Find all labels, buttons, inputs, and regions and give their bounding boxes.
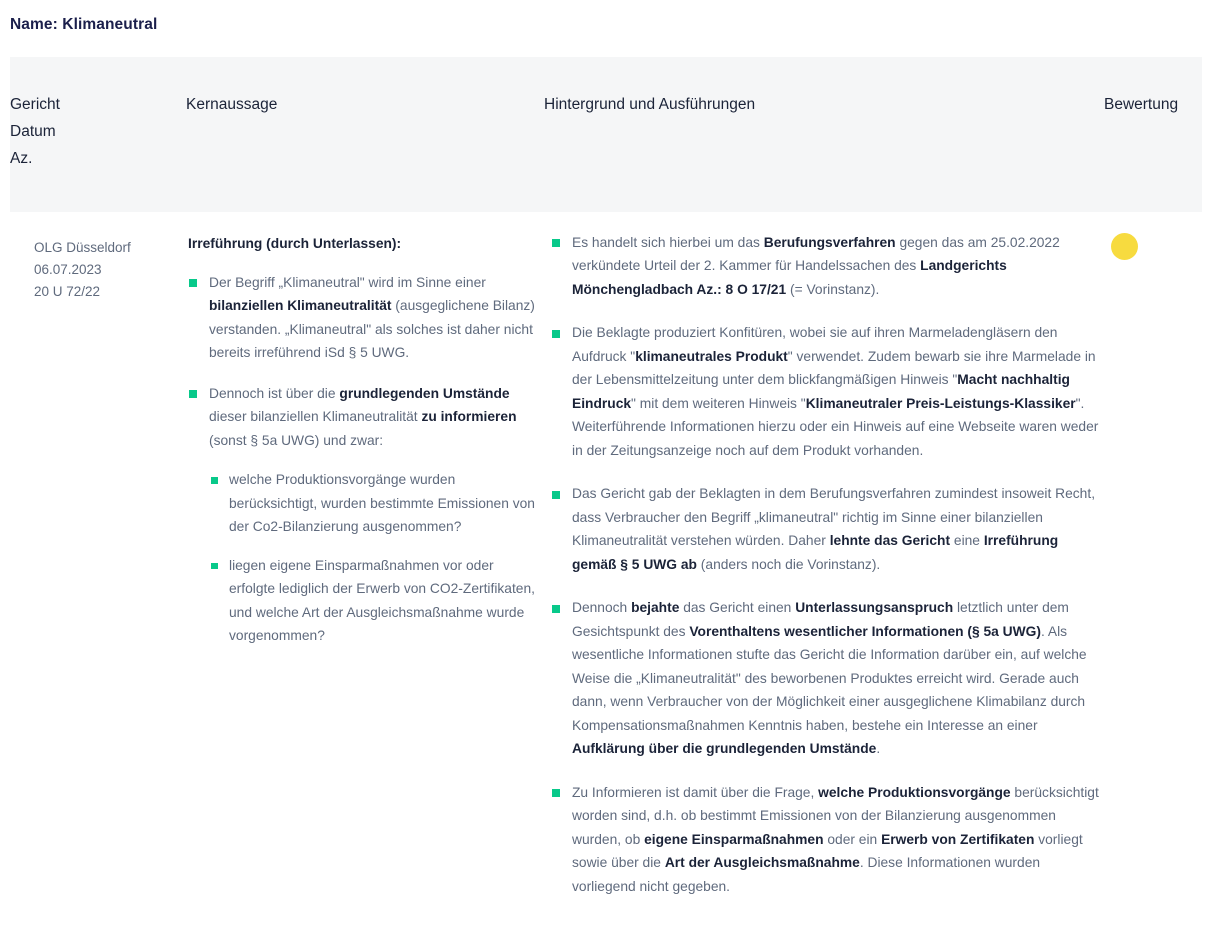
- cell-gericht: [10, 212, 186, 925]
- cell-hintergrund: [544, 212, 1104, 925]
- table-body: [10, 212, 1202, 925]
- emphasis-text: bilanziellen Klimaneutralität: [209, 298, 392, 314]
- emphasis-text: Erwerb von Zertifikaten: [881, 831, 1035, 847]
- yellow-circle-icon: [1111, 233, 1138, 260]
- cell-bewertung: [1104, 212, 1202, 925]
- body-text: berücksichtigt worden sind, d.h. ob bestimmt Emissionen von der Bilanzierung ausgenommen wurden, ob: [572, 784, 1099, 847]
- body-text: vorliegt sowie über die: [572, 831, 1083, 871]
- body-text: oder ein: [823, 831, 882, 847]
- body-text: das Gericht einen: [679, 600, 796, 616]
- column-header-bewertung: [1104, 57, 1202, 212]
- hintergrund-bullet-list: [550, 231, 1103, 899]
- body-text: Dennoch ist über die: [209, 385, 340, 401]
- list-item: [188, 382, 543, 648]
- column-header-bewertung-label: Bewertung: [1104, 95, 1179, 113]
- court-date: 06.07.2023: [34, 261, 102, 277]
- column-header-gericht-line-1: Gericht: [10, 95, 60, 113]
- body-text: liegen eigene Einsparmaßnahmen vor oder erfolgte lediglich der Erwerb von CO2-Zertifikaten, und welche Art der Ausgleichsmaßnahme wurde vorgenommen?: [229, 557, 535, 644]
- list-item: [550, 781, 1103, 899]
- sub-list-item: [209, 468, 543, 539]
- body-text: Dennoch: [572, 600, 632, 616]
- body-text: . Diese Informationen wurden vorliegend nicht gegeben.: [572, 855, 1041, 894]
- sub-bullet-list: [209, 468, 543, 648]
- emphasis-text: bejahte: [631, 600, 680, 616]
- list-item: [188, 271, 543, 365]
- emphasis-text: zu informieren: [421, 409, 517, 425]
- list-item: [550, 231, 1103, 302]
- emphasis-text: Art der Ausgleichsmaßnahme: [664, 855, 860, 871]
- body-text: eine: [950, 533, 984, 549]
- emphasis-text: Macht nachhaltig Eindruck: [572, 372, 1070, 411]
- body-text: .: [876, 741, 881, 757]
- kernaussage-heading: Irreführung (durch Unterlassen):: [188, 235, 402, 251]
- emphasis-text: Klimaneutraler Preis-Leistungs-Klassiker: [805, 395, 1076, 411]
- body-text: Die Beklagte produziert Konfitüren, wobei sie auf ihren Marmeladengläsern den Aufdruck ": [572, 325, 1058, 364]
- column-header-hintergrund-label: Hintergrund und Ausführungen: [544, 95, 756, 113]
- body-text: Zu Informieren ist damit über die Frage,: [572, 784, 819, 800]
- emphasis-text: Irreführung gemäß § 5 UWG ab: [572, 533, 1059, 572]
- emphasis-text: Vorenthaltens wesentlicher Informationen (§ 5a UWG): [689, 623, 1041, 639]
- court-name: OLG Düsseldorf: [34, 239, 131, 255]
- column-header-gericht: [10, 57, 186, 212]
- body-text: . Als wesentliche Informationen stufte das Gericht die Information darüber ein, auf welche Weise die „Klimaneutralität" des beworbenen Produktes erreicht wird. Gerade auch dann, wenn Verbraucher von der Möglichkeit einer ausgeglichene Klimabilanz durch Kompensationsmaßnahmen Kenntnis haben, bestehe ein Interesse an einer: [572, 623, 1087, 733]
- emphasis-text: Berufungsverfahren: [763, 234, 896, 250]
- column-header-gericht-line-3: Az.: [10, 149, 33, 167]
- sub-list-item: [209, 554, 543, 648]
- body-text: " verwendet. Zudem bewarb sie ihre Marmelade in der Lebensmittelzeitung unter dem blickfangmäßigen Hinweis ": [572, 348, 1096, 388]
- emphasis-text: welche Produktionsvorgänge: [818, 784, 1011, 800]
- column-header-gericht-line-2: Datum: [10, 122, 56, 140]
- case-table-container: [10, 57, 1202, 925]
- emphasis-text: Aufklärung über die grundlegenden Umstände: [572, 741, 877, 757]
- table-row: [10, 212, 1202, 925]
- body-text: " mit dem weiteren Hinweis ": [631, 395, 806, 411]
- court-case-number: 20 U 72/22: [34, 283, 101, 299]
- emphasis-text: klimaneutrales Produkt: [635, 348, 788, 364]
- emphasis-text: Unterlassungsanspruch: [795, 600, 954, 616]
- column-header-hintergrund: [544, 57, 1104, 212]
- emphasis-text: Landgerichts Mönchengladbach Az.: 8 O 17/21: [572, 258, 1007, 297]
- emphasis-text: eigene Einsparmaßnahmen: [644, 831, 824, 847]
- court-meta: [34, 231, 185, 303]
- body-text: (anders noch die Vorinstanz).: [696, 556, 881, 572]
- list-item: [550, 321, 1103, 462]
- list-item: [550, 596, 1103, 761]
- kernaussage-bullet-list: [188, 271, 543, 648]
- body-text: dieser bilanziellen Klimaneutralität: [209, 409, 422, 425]
- body-text: (= Vorinstanz).: [786, 281, 880, 297]
- page-title: Name: Klimaneutral: [10, 16, 158, 33]
- body-text: Der Begriff „Klimaneutral" wird im Sinne einer: [209, 274, 486, 290]
- body-text: (ausgeglichene Bilanz) verstanden. „Klimaneutral" als solches ist daher nicht bereits irreführend iSd § 5 UWG.: [209, 298, 535, 361]
- body-text: Es handelt sich hierbei um das: [572, 234, 764, 250]
- body-text: gegen das am 25.02.2022 verkündete Urteil der 2. Kammer für Handelssachen des: [572, 234, 1060, 274]
- list-item: [550, 482, 1103, 576]
- body-text: ". Weiterführende Informationen hierzu oder ein Hinweis auf eine Webseite waren weder in der Zeitungsanzeige noch auf dem Produkt vorhanden.: [572, 395, 1099, 458]
- cell-kernaussage: [186, 212, 544, 925]
- body-text: Das Gericht gab der Beklagten in dem Berufungsverfahren zumindest insoweit Recht, dass Verbraucher den Begriff „klimaneutral" richtig im Sinne einer bilanziellen Klimaneutralität verstehen würden. Daher: [572, 486, 1096, 549]
- body-text: letztlich unter dem Gesichtspunkt des: [572, 600, 1069, 639]
- body-text: (sonst § 5a UWG) und zwar:: [209, 432, 384, 448]
- emphasis-text: lehnte das Gericht: [829, 533, 951, 549]
- table-head: [10, 57, 1202, 212]
- table-header-row: [10, 57, 1202, 212]
- column-header-kernaussage-label: Kernaussage: [186, 95, 278, 113]
- emphasis-text: grundlegenden Umstände: [339, 385, 510, 401]
- case-table: [10, 57, 1202, 925]
- column-header-kernaussage: [186, 57, 544, 212]
- body-text: welche Produktionsvorgänge wurden berücksichtigt, wurden bestimmte Emissionen von der Co2-Bilanzierung ausgenommen?: [229, 472, 535, 535]
